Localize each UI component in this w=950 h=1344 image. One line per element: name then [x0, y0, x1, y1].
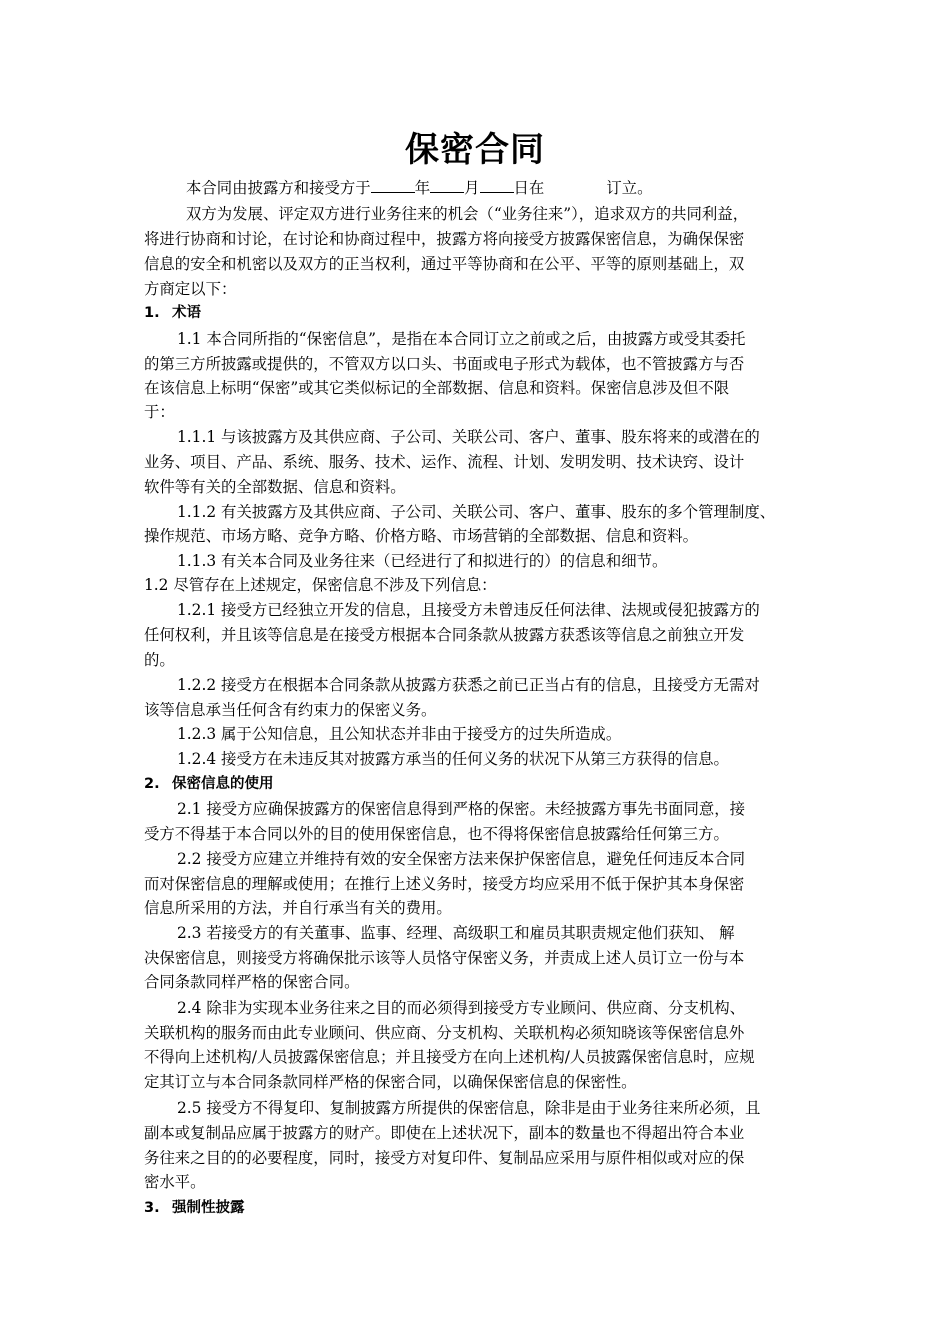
paragraph-line: 于：: [144, 403, 175, 421]
paragraph-line: 而对保密信息的理解或使用；在推行上述义务时，接受方均应采用不低于保护其本身保密: [144, 875, 745, 893]
section-heading-2: 2. 保密信息的使用: [144, 776, 274, 792]
paragraph-line: 定其订立与本合同条款同样严格的保密合同，以确保保密信息的保密性。: [144, 1073, 637, 1091]
paragraph-line: 在该信息上标明“保密”或其它类似标记的全部数据、信息和资料。保密信息涉及但不限: [144, 379, 730, 397]
intro-month: 月: [464, 179, 480, 197]
paragraph-line: 副本或复制品应属于披露方的财产。即使在上述状况下，副本的数量也不得超出符合本业: [144, 1124, 745, 1142]
paragraph-line: 业务、项目、产品、系统、服务、技术、运作、流程、计划、发明发明、技术诀窍、设计: [144, 453, 745, 471]
paragraph-line: 1.1 本合同所指的“保密信息”，是指在本合同订立之前或之后，由披露方或受其委托: [177, 330, 746, 348]
paragraph-line: 任何权利，并且该等信息是在接受方根据本合同条款从披露方获悉该等信息之前独立开发: [144, 626, 745, 644]
paragraph-line: 受方不得基于本合同以外的目的使用保密信息，也不得将保密信息披露给任何第三方。: [144, 825, 729, 843]
paragraph-line: 密水平。: [144, 1173, 206, 1191]
paragraph-line: 1.2.1 接受方已经独立开发的信息，且接受方未曾违反任何法律、法规或侵犯披露方的: [177, 601, 760, 619]
paragraph-line: 决保密信息，则接受方将确保批示该等人员恪守保密义务，并责成上述人员订立一份与本: [144, 949, 745, 967]
paragraph-line: 1.2.4 接受方在未违反其对披露方承当的任何义务的状况下从第三方获得的信息。: [177, 750, 729, 768]
paragraph-line: 2.2 接受方应建立并维持有效的安全保密方法来保护保密信息，避免任何违反本合同: [177, 850, 746, 868]
month-blank[interactable]: [430, 177, 464, 193]
paragraph-line: 合同条款同样严格的保密合同。: [144, 973, 360, 991]
paragraph-line: 2.3 若接受方的有关董事、监事、经理、高级职工和雇员其职责规定他们获知、 解: [177, 924, 735, 942]
paragraph-line: 将进行协商和讨论，在讨论和协商过程中，披露方将向接受方披露保密信息，为确保保密: [144, 230, 745, 248]
paragraph-line: 1.2.3 属于公知信息，且公知状态并非由于接受方的过失所造成。: [177, 725, 622, 743]
section-heading-1: 1. 术语: [144, 305, 201, 321]
paragraph-line: 2.4 除非为实现本业务往来之目的而必须得到接受方专业顾问、供应商、分支机构、: [177, 999, 746, 1017]
year-blank[interactable]: [371, 177, 415, 193]
paragraph-line: 务往来之目的的必要程度，同时，接受方对复印件、复制品应采用与原件相似或对应的保: [144, 1149, 745, 1167]
paragraph-line: 信息所采用的方法，并自行承当有关的费用。: [144, 899, 452, 917]
paragraph-line: 软件等有关的全部数据、信息和资料。: [144, 478, 406, 496]
intro-prefix: 本合同由披露方和接受方于: [186, 179, 371, 197]
intro-day: 日在: [513, 179, 545, 197]
day-blank[interactable]: [480, 177, 514, 193]
paragraph-line: 的。: [144, 651, 175, 669]
section-heading-3: 3. 强制性披露: [144, 1200, 245, 1216]
paragraph-line: 1.1.1 与该披露方及其供应商、子公司、关联公司、客户、董事、股东将来的或潜在的: [177, 428, 760, 446]
document-title: 保密合同: [405, 130, 545, 170]
paragraph-line: 1.1.3 有关本合同及业务往来（已经进行了和拟进行的）的信息和细节。: [177, 552, 668, 570]
paragraph-line: 1.2 尽管存在上述规定，保密信息不涉及下列信息：: [144, 576, 497, 594]
paragraph-line: 的第三方所披露或提供的，不管双方以口头、书面或电子形式为载体，也不管披露方与否: [144, 355, 745, 373]
paragraph-line: 关联机构的服务而由此专业顾问、供应商、分支机构、关联机构必须知晓该等保密信息外: [144, 1024, 745, 1042]
intro-suffix: 订立。: [606, 179, 653, 197]
paragraph-line: 操作规范、市场方略、竞争方略、价格方略、市场营销的全部数据、信息和资料。: [144, 527, 699, 545]
intro-year: 年: [414, 179, 431, 197]
paragraph-line: 该等信息承当任何含有约束力的保密义务。: [144, 701, 437, 719]
intro-line: [186, 176, 653, 200]
paragraph-line: 双方为发展、评定双方进行业务往来的机会（“业务往来”），追求双方的共同利益，: [186, 205, 749, 223]
paragraph-line: 1.1.2 有关披露方及其供应商、子公司、关联公司、客户、董事、股东的多个管理制度、: [177, 503, 776, 521]
paragraph-line: 2.5 接受方不得复印、复制披露方所提供的保密信息，除非是由于业务往来所必须，且: [177, 1099, 761, 1117]
paragraph-line: 1.2.2 接受方在根据本合同条款从披露方获悉之前已正当占有的信息，且接受方无需对: [177, 676, 760, 694]
paragraph-line: 信息的安全和机密以及双方的正当权利，通过平等协商和在公平、平等的原则基础上，双: [144, 255, 745, 273]
paragraph-line: 2.1 接受方应确保披露方的保密信息得到严格的保密。未经披露方事先书面同意，接: [177, 800, 746, 818]
paragraph-line: 不得向上述机构/人员披露保密信息；并且接受方在向上述机构/人员披露保密信息时，应规: [144, 1048, 755, 1066]
paragraph-line: 方商定以下：: [144, 280, 237, 298]
